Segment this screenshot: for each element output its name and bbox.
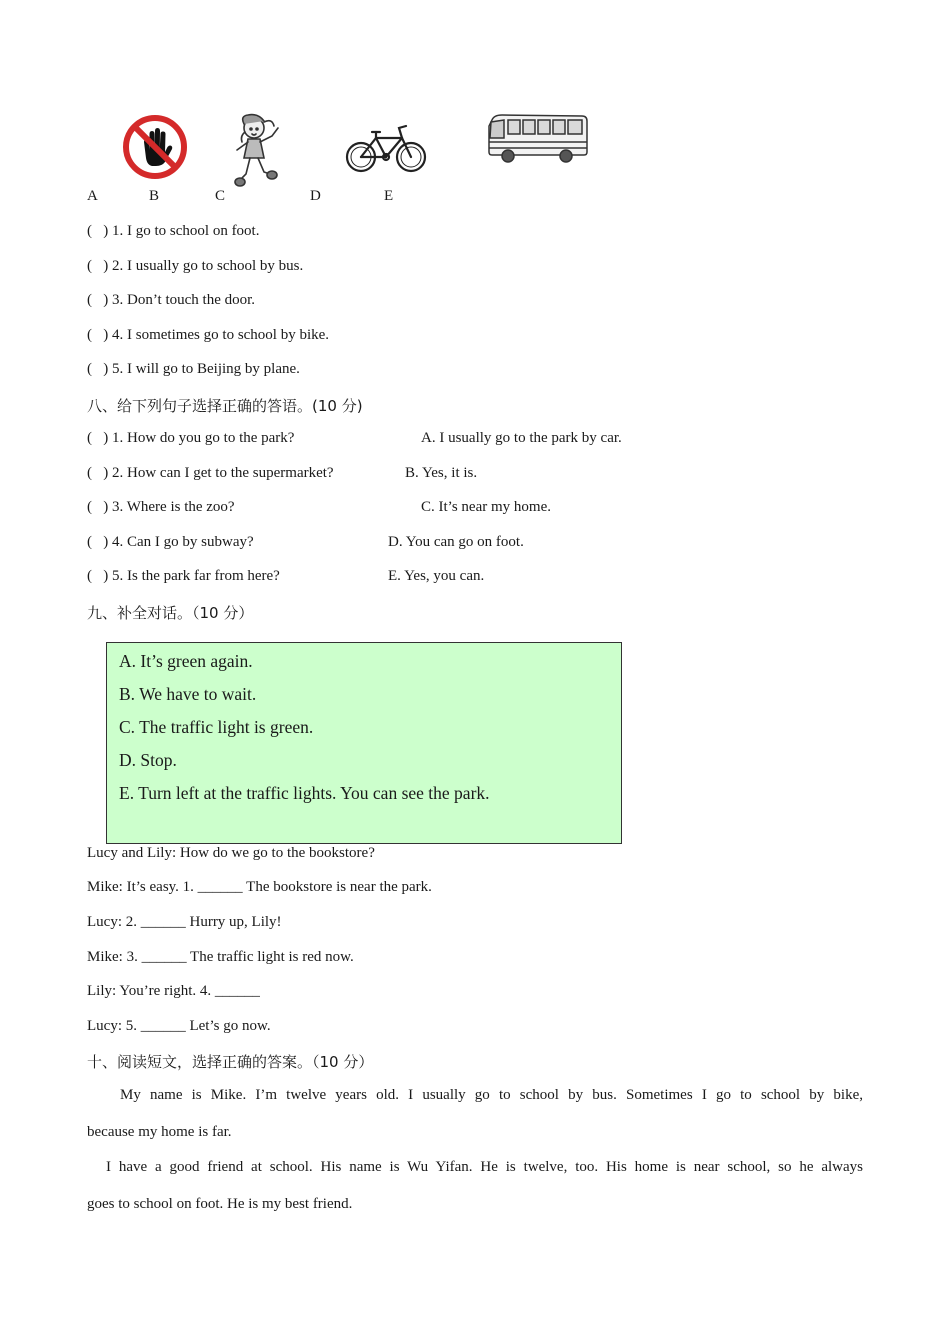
picture-label-b: B bbox=[149, 188, 160, 204]
section10-title: 十、阅读短文，选择正确的答案。（10 分） bbox=[87, 1053, 374, 1071]
dialogue-line-3: Lucy: 2. ______ Hurry up, Lily! bbox=[87, 914, 282, 930]
passage-paragraph-2-line-1: I have a good friend at school. His name is Wu Yifan. He is twelve, too. His home is near school, so he always bbox=[106, 1159, 863, 1175]
section8-question-1: ( ) 1. How do you go to the park? bbox=[87, 430, 295, 446]
section7-item-2: ( ) 2. I usually go to school by bus. bbox=[87, 258, 304, 274]
dialogue-line-5: Lily: You’re right. 4. ______ bbox=[87, 983, 260, 999]
passage-paragraph-2-line-2: goes to school on foot. He is my best friend. bbox=[87, 1196, 353, 1212]
walking-girl-icon bbox=[228, 112, 284, 190]
section8-answer-d: D. You can go on foot. bbox=[388, 534, 524, 550]
option-box bbox=[106, 642, 622, 844]
picture-label-d: D bbox=[310, 188, 321, 204]
option-b: B. We have to wait. bbox=[119, 684, 257, 704]
picture-label-a: A bbox=[87, 188, 98, 204]
section8-answer-c: C. It’s near my home. bbox=[421, 499, 551, 515]
dialogue-line-1: Lucy and Lily: How do we go to the bookstore? bbox=[87, 845, 375, 861]
section7-item-4: ( ) 4. I sometimes go to school by bike. bbox=[87, 327, 330, 343]
section8-title: 八、给下列句子选择正确的答语。(10 分) bbox=[87, 397, 363, 415]
section9-title: 九、补全对话。（10 分） bbox=[87, 604, 254, 622]
dialogue-line-2: Mike: It’s easy. 1. ______ The bookstore is near the park. bbox=[87, 879, 432, 895]
section8-question-2: ( ) 2. How can I get to the supermarket? bbox=[87, 465, 334, 481]
passage-paragraph-1-line-2: because my home is far. bbox=[87, 1124, 232, 1140]
stop-hand-icon bbox=[122, 114, 188, 180]
bus-icon bbox=[486, 112, 590, 164]
section7-item-3: ( ) 3. Don’t touch the door. bbox=[87, 292, 256, 308]
picture-label-c: C bbox=[215, 188, 226, 204]
option-c: C. The traffic light is green. bbox=[119, 717, 314, 737]
section8-question-3: ( ) 3. Where is the zoo? bbox=[87, 499, 235, 515]
option-a: A. It’s green again. bbox=[119, 651, 253, 671]
section8-answer-e: E. Yes, you can. bbox=[388, 568, 485, 584]
section8-answer-b: B. Yes, it is. bbox=[405, 465, 478, 481]
section8-question-5: ( ) 5. Is the park far from here? bbox=[87, 568, 280, 584]
option-e: E. Turn left at the traffic lights. You can see the park. bbox=[119, 783, 490, 803]
passage-paragraph-1-line-1: My name is Mike. I’m twelve years old. I usually go to school by bus. Sometimes I go to school by bike, bbox=[120, 1087, 863, 1103]
dialogue-line-6: Lucy: 5. ______ Let’s go now. bbox=[87, 1018, 271, 1034]
dialogue-line-4: Mike: 3. ______ The traffic light is red now. bbox=[87, 949, 354, 965]
bicycle-icon bbox=[344, 122, 430, 178]
section7-item-5: ( ) 5. I will go to Beijing by plane. bbox=[87, 361, 300, 377]
option-d: D. Stop. bbox=[119, 750, 177, 770]
picture-label-e: E bbox=[384, 188, 394, 204]
section8-question-4: ( ) 4. Can I go by subway? bbox=[87, 534, 254, 550]
section7-item-1: ( ) 1. I go to school on foot. bbox=[87, 223, 260, 239]
section8-answer-a: A. I usually go to the park by car. bbox=[421, 430, 622, 446]
